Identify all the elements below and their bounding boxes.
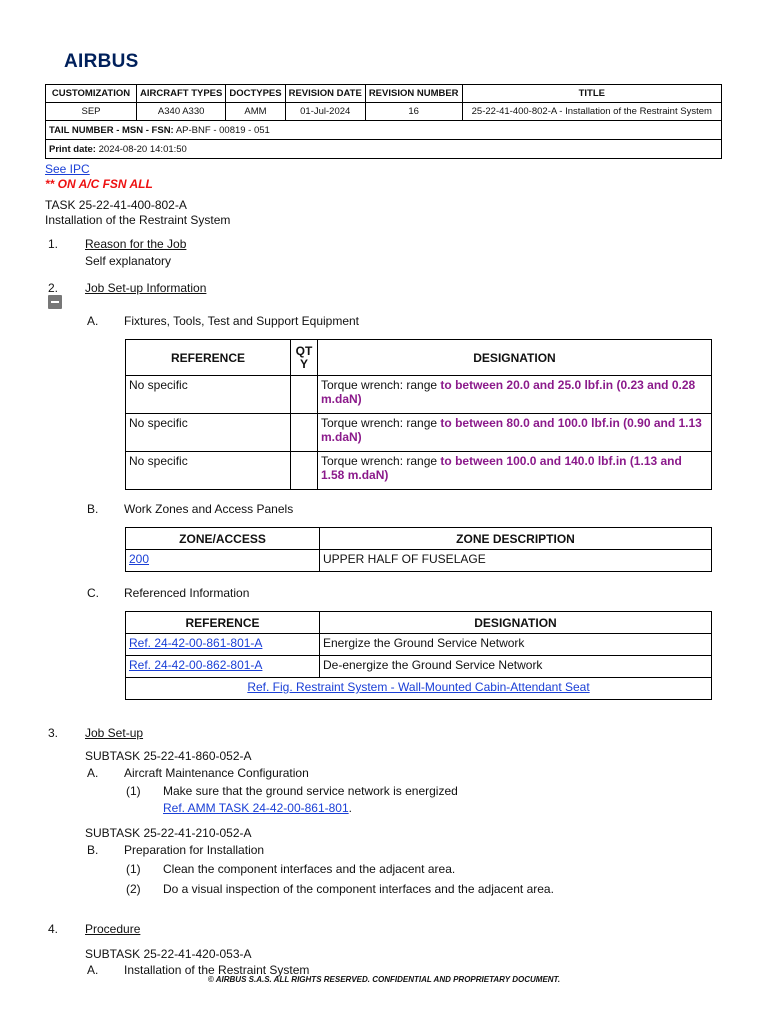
applicability: ** ON A/C FSN ALL bbox=[45, 177, 153, 191]
zones-header-description: ZONE DESCRIPTION bbox=[320, 528, 712, 550]
tool-designation: Torque wrench: range to between 20.0 and 25.0 lbf.in (0.23 and 0.28 m.daN) bbox=[318, 376, 712, 414]
section-1-body: Self explanatory bbox=[85, 254, 172, 268]
table-row bbox=[126, 550, 712, 572]
table-row bbox=[126, 634, 712, 656]
ref-link[interactable]: Ref. 24-42-00-862-801-A bbox=[126, 656, 320, 678]
col-aircraft-types: AIRCRAFT TYPES bbox=[137, 85, 226, 103]
col-title: TITLE bbox=[462, 85, 721, 103]
section-2-number: 2. bbox=[48, 281, 59, 295]
task-id: TASK 25-22-41-400-802-A bbox=[45, 198, 187, 212]
tools-header-designation: DESIGNATION bbox=[318, 340, 712, 376]
table-row bbox=[126, 452, 712, 490]
section-2c-title: Referenced Information bbox=[124, 586, 250, 600]
tools-header-qty: QT Y bbox=[291, 340, 318, 376]
tool-reference: No specific bbox=[126, 452, 291, 490]
subtask-id: SUBTASK 25-22-41-420-053-A bbox=[85, 947, 252, 961]
title-value: 25-22-41-400-802-A - Installation of the Restraint System bbox=[462, 103, 721, 121]
subtask-id: SUBTASK 25-22-41-860-052-A bbox=[85, 749, 252, 763]
col-revision-number: REVISION NUMBER bbox=[365, 85, 462, 103]
section-1-number: 1. bbox=[48, 237, 59, 251]
airbus-logo: AIRBUS bbox=[64, 51, 139, 72]
subtask-id: SUBTASK 25-22-41-210-052-A bbox=[85, 826, 252, 840]
referenced-info-table bbox=[125, 611, 712, 700]
section-2a-letter: A. bbox=[87, 314, 99, 328]
step-number: (2) bbox=[126, 882, 141, 896]
section-2b-letter: B. bbox=[87, 502, 99, 516]
subtask-letter: A. bbox=[87, 766, 99, 780]
task-title: Installation of the Restraint System bbox=[45, 213, 231, 227]
amm-task-link-line: Ref. AMM TASK 24-42-00-861-801. bbox=[163, 801, 352, 815]
col-customization: CUSTOMIZATION bbox=[46, 85, 137, 103]
subtask-title: Preparation for Installation bbox=[124, 843, 265, 857]
zone-description: UPPER HALF OF FUSELAGE bbox=[320, 550, 712, 572]
tools-table bbox=[125, 339, 712, 490]
tool-qty bbox=[291, 414, 318, 452]
collapse-minus-icon[interactable] bbox=[48, 295, 62, 309]
tool-reference: No specific bbox=[126, 376, 291, 414]
zones-table bbox=[125, 527, 712, 572]
tool-designation: Torque wrench: range to between 100.0 and 140.0 lbf.in (1.13 and 1.58 m.daN) bbox=[318, 452, 712, 490]
section-3-number: 3. bbox=[48, 726, 59, 740]
tool-qty bbox=[291, 376, 318, 414]
step-text: Clean the component interfaces and the adjacent area. bbox=[163, 862, 456, 876]
see-ipc-link[interactable]: See IPC bbox=[45, 162, 90, 176]
section-2a-title: Fixtures, Tools, Test and Support Equipment bbox=[124, 314, 360, 328]
aircraft-types-value: A340 A330 bbox=[137, 103, 226, 121]
customization-value: SEP bbox=[46, 103, 137, 121]
section-2-title: Job Set-up Information bbox=[85, 281, 207, 295]
zones-header-zone: ZONE/ACCESS bbox=[126, 528, 320, 550]
table-row bbox=[126, 376, 712, 414]
subtask-title: Installation of the Restraint System bbox=[124, 963, 310, 977]
ref-link[interactable]: Ref. 24-42-00-861-801-A bbox=[126, 634, 320, 656]
step-text: Do a visual inspection of the component interfaces and the adjacent area. bbox=[163, 882, 554, 896]
tool-designation: Torque wrench: range to between 80.0 and 100.0 lbf.in (0.90 and 1.13 m.daN) bbox=[318, 414, 712, 452]
ref-designation: De-energize the Ground Service Network bbox=[320, 656, 712, 678]
doctype-value: AMM bbox=[226, 103, 285, 121]
section-4-number: 4. bbox=[48, 922, 59, 936]
refs-header-designation: DESIGNATION bbox=[320, 612, 712, 634]
step-number: (1) bbox=[126, 784, 141, 798]
subtask-title: Aircraft Maintenance Configuration bbox=[124, 766, 309, 780]
tool-reference: No specific bbox=[126, 414, 291, 452]
zone-link[interactable]: 200 bbox=[126, 550, 320, 572]
revision-number-value: 16 bbox=[365, 103, 462, 121]
section-2c-letter: C. bbox=[87, 586, 99, 600]
section-4-title: Procedure bbox=[85, 922, 141, 936]
tail-number-row: TAIL NUMBER - MSN - FSN: AP-BNF - 00819 - 051 bbox=[46, 121, 722, 140]
col-revision-date: REVISION DATE bbox=[285, 85, 365, 103]
section-1-title: Reason for the Job bbox=[85, 237, 187, 251]
amm-task-link[interactable]: Ref. AMM TASK 24-42-00-861-801 bbox=[163, 801, 349, 815]
step-number: (1) bbox=[126, 862, 141, 876]
table-row bbox=[126, 414, 712, 452]
document-header-table bbox=[45, 84, 722, 159]
tool-qty bbox=[291, 452, 318, 490]
tools-header-reference: REFERENCE bbox=[126, 340, 291, 376]
subtask-letter: B. bbox=[87, 843, 99, 857]
print-date-row: Print date: 2024-08-20 14:01:50 bbox=[46, 140, 722, 159]
table-row bbox=[126, 656, 712, 678]
ref-designation: Energize the Ground Service Network bbox=[320, 634, 712, 656]
step-text: Make sure that the ground service network is energized bbox=[163, 784, 458, 798]
copyright-footer: © AIRBUS S.A.S. ALL RIGHTS RESERVED. CONFIDENTIAL AND PROPRIETARY DOCUMENT. bbox=[207, 975, 561, 984]
revision-date-value: 01-Jul-2024 bbox=[285, 103, 365, 121]
figure-link[interactable]: Ref. Fig. Restraint System - Wall-Mounted Cabin-Attendant Seat bbox=[126, 678, 712, 700]
section-2b-title: Work Zones and Access Panels bbox=[124, 502, 294, 516]
subtask-letter: A. bbox=[87, 963, 99, 977]
refs-header-reference: REFERENCE bbox=[126, 612, 320, 634]
section-3-title: Job Set-up bbox=[85, 726, 144, 740]
col-doctypes: DOCTYPES bbox=[226, 85, 285, 103]
